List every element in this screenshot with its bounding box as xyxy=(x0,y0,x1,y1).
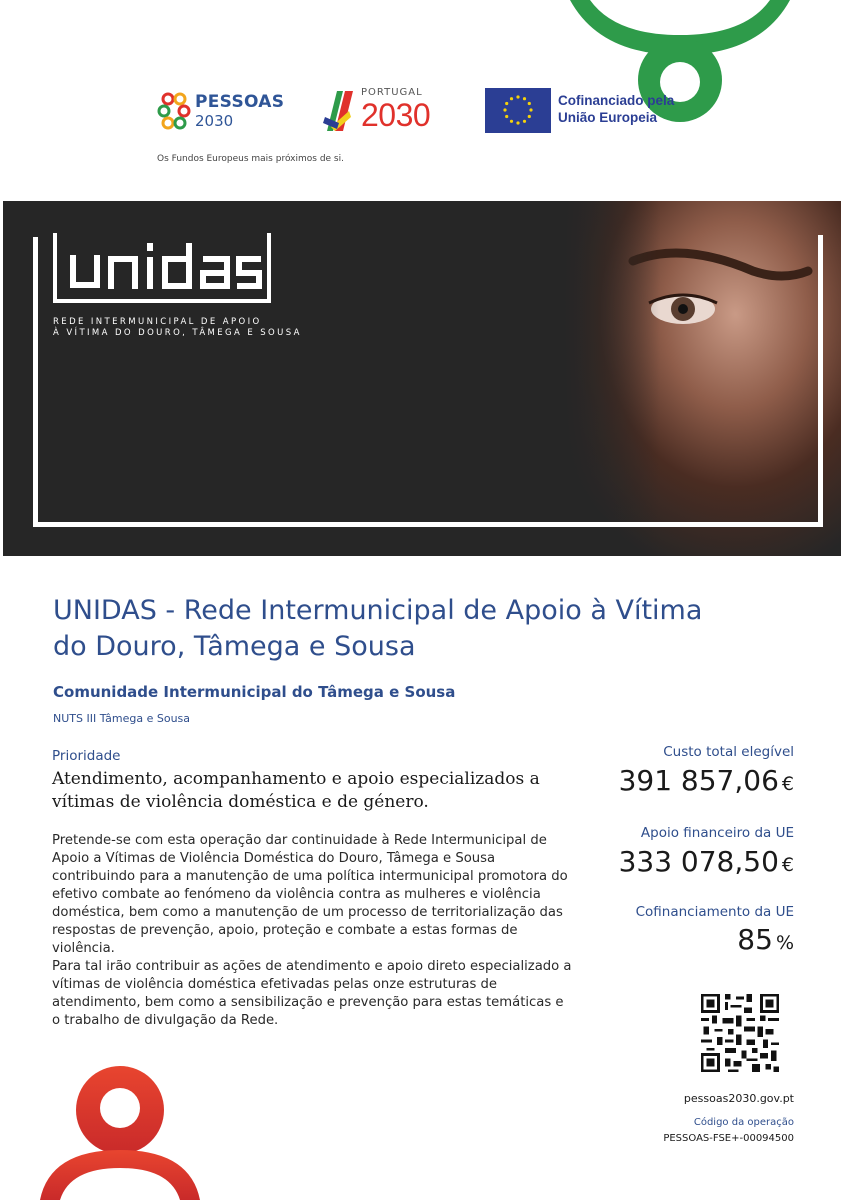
banner-subtitle xyxy=(53,317,302,338)
cost-value-block xyxy=(619,764,794,797)
project-title xyxy=(53,593,813,665)
cofinancing-label: Cofinanciamento da UE xyxy=(635,904,794,920)
priority-text: Atendimento, acompanhamento e apoio especializados a vítimas de violência doméstica e de género. xyxy=(52,769,540,812)
nuts-region: NUTS III Tâmega e Sousa xyxy=(53,712,191,725)
pessoas-emblem-icon xyxy=(157,90,191,132)
website-link[interactable]: pessoas2030.gov.pt xyxy=(683,1092,794,1105)
cofinancing-unit: % xyxy=(775,932,794,954)
project-title-line1: UNIDAS - Rede Intermunicipal de Apoio à Vítima xyxy=(53,595,703,626)
operation-code-label: Código da operação xyxy=(693,1117,794,1128)
support-value-block xyxy=(619,845,794,878)
description-paragraph-2: Para tal irão contribuir as ações de atendimento e apoio direto especializado a vítimas de violência doméstica efetivadas pelas onze estruturas de atendimento, bem como a sensibilização e prevenção para estas temáticas e o trabalho de divulgação da Rede. xyxy=(52,959,572,1028)
eu-cofinanced-logo xyxy=(485,88,695,134)
cost-unit: € xyxy=(781,773,794,795)
portugal-flag-emblem-icon xyxy=(323,87,357,133)
banner-subtitle-line1: REDE INTERMUNICIPAL DE APOIO xyxy=(53,317,262,327)
banner-subtitle-line2: À VÍTIMA DO DOURO, TÂMEGA E SOUSA xyxy=(53,327,302,338)
pessoas-tagline: Os Fundos Europeus mais próximos de si. xyxy=(157,154,344,164)
organization-name: Comunidade Intermunicipal do Tâmega e Sousa xyxy=(53,683,456,701)
decorative-red-shape xyxy=(40,1050,200,1200)
cofinancing-value-block xyxy=(737,923,794,956)
support-unit: € xyxy=(781,854,794,876)
support-label: Apoio financeiro da UE xyxy=(640,825,794,841)
priority-label: Prioridade xyxy=(52,748,121,764)
cost-label: Custo total elegível xyxy=(663,744,794,760)
unidas-logo xyxy=(51,233,273,307)
project-title-line2: do Douro, Tâmega e Sousa xyxy=(53,631,416,662)
banner-frame-right xyxy=(818,235,823,527)
hero-banner xyxy=(3,201,841,556)
operation-code: PESSOAS-FSE+-00094500 xyxy=(663,1133,794,1144)
cofinancing-value: 85 xyxy=(737,923,773,956)
description-paragraph-1: Pretende-se com esta operação dar continuidade à Rede Intermunicipal de Apoio a Vítimas de Violência Doméstica do Douro, Tâmega e Sousa contribuindo para a manutenção de uma política intermunicipal promotora do efetivo combate ao fenómeno da violência contra as mulheres e violência doméstica, bem como a manutenção de um processo de territorialização das respostas de prevenção, apoio, proteção e combate a estas formas de violência. xyxy=(52,833,568,956)
eu-text-line2: União Europeia xyxy=(558,110,658,125)
portugal-logo-name: PORTUGAL xyxy=(361,87,423,98)
banner-frame-left xyxy=(33,237,38,527)
pessoas-logo-name: PESSOAS xyxy=(195,92,285,112)
cost-value: 391 857,06 xyxy=(618,764,779,797)
qr-code[interactable] xyxy=(701,994,779,1072)
eu-text-line1: Cofinanciado pela xyxy=(558,93,675,108)
support-value: 333 078,50 xyxy=(618,845,779,878)
pessoas2030-logo xyxy=(157,90,297,136)
eu-flag-icon xyxy=(485,88,551,133)
pessoas-logo-year: 2030 xyxy=(195,112,234,130)
portugal-logo-year: 2030 xyxy=(361,97,431,133)
banner-frame-bottom xyxy=(33,522,823,527)
portugal2030-logo xyxy=(323,85,448,135)
project-description xyxy=(52,832,572,1030)
woman-face-photo xyxy=(563,201,841,556)
